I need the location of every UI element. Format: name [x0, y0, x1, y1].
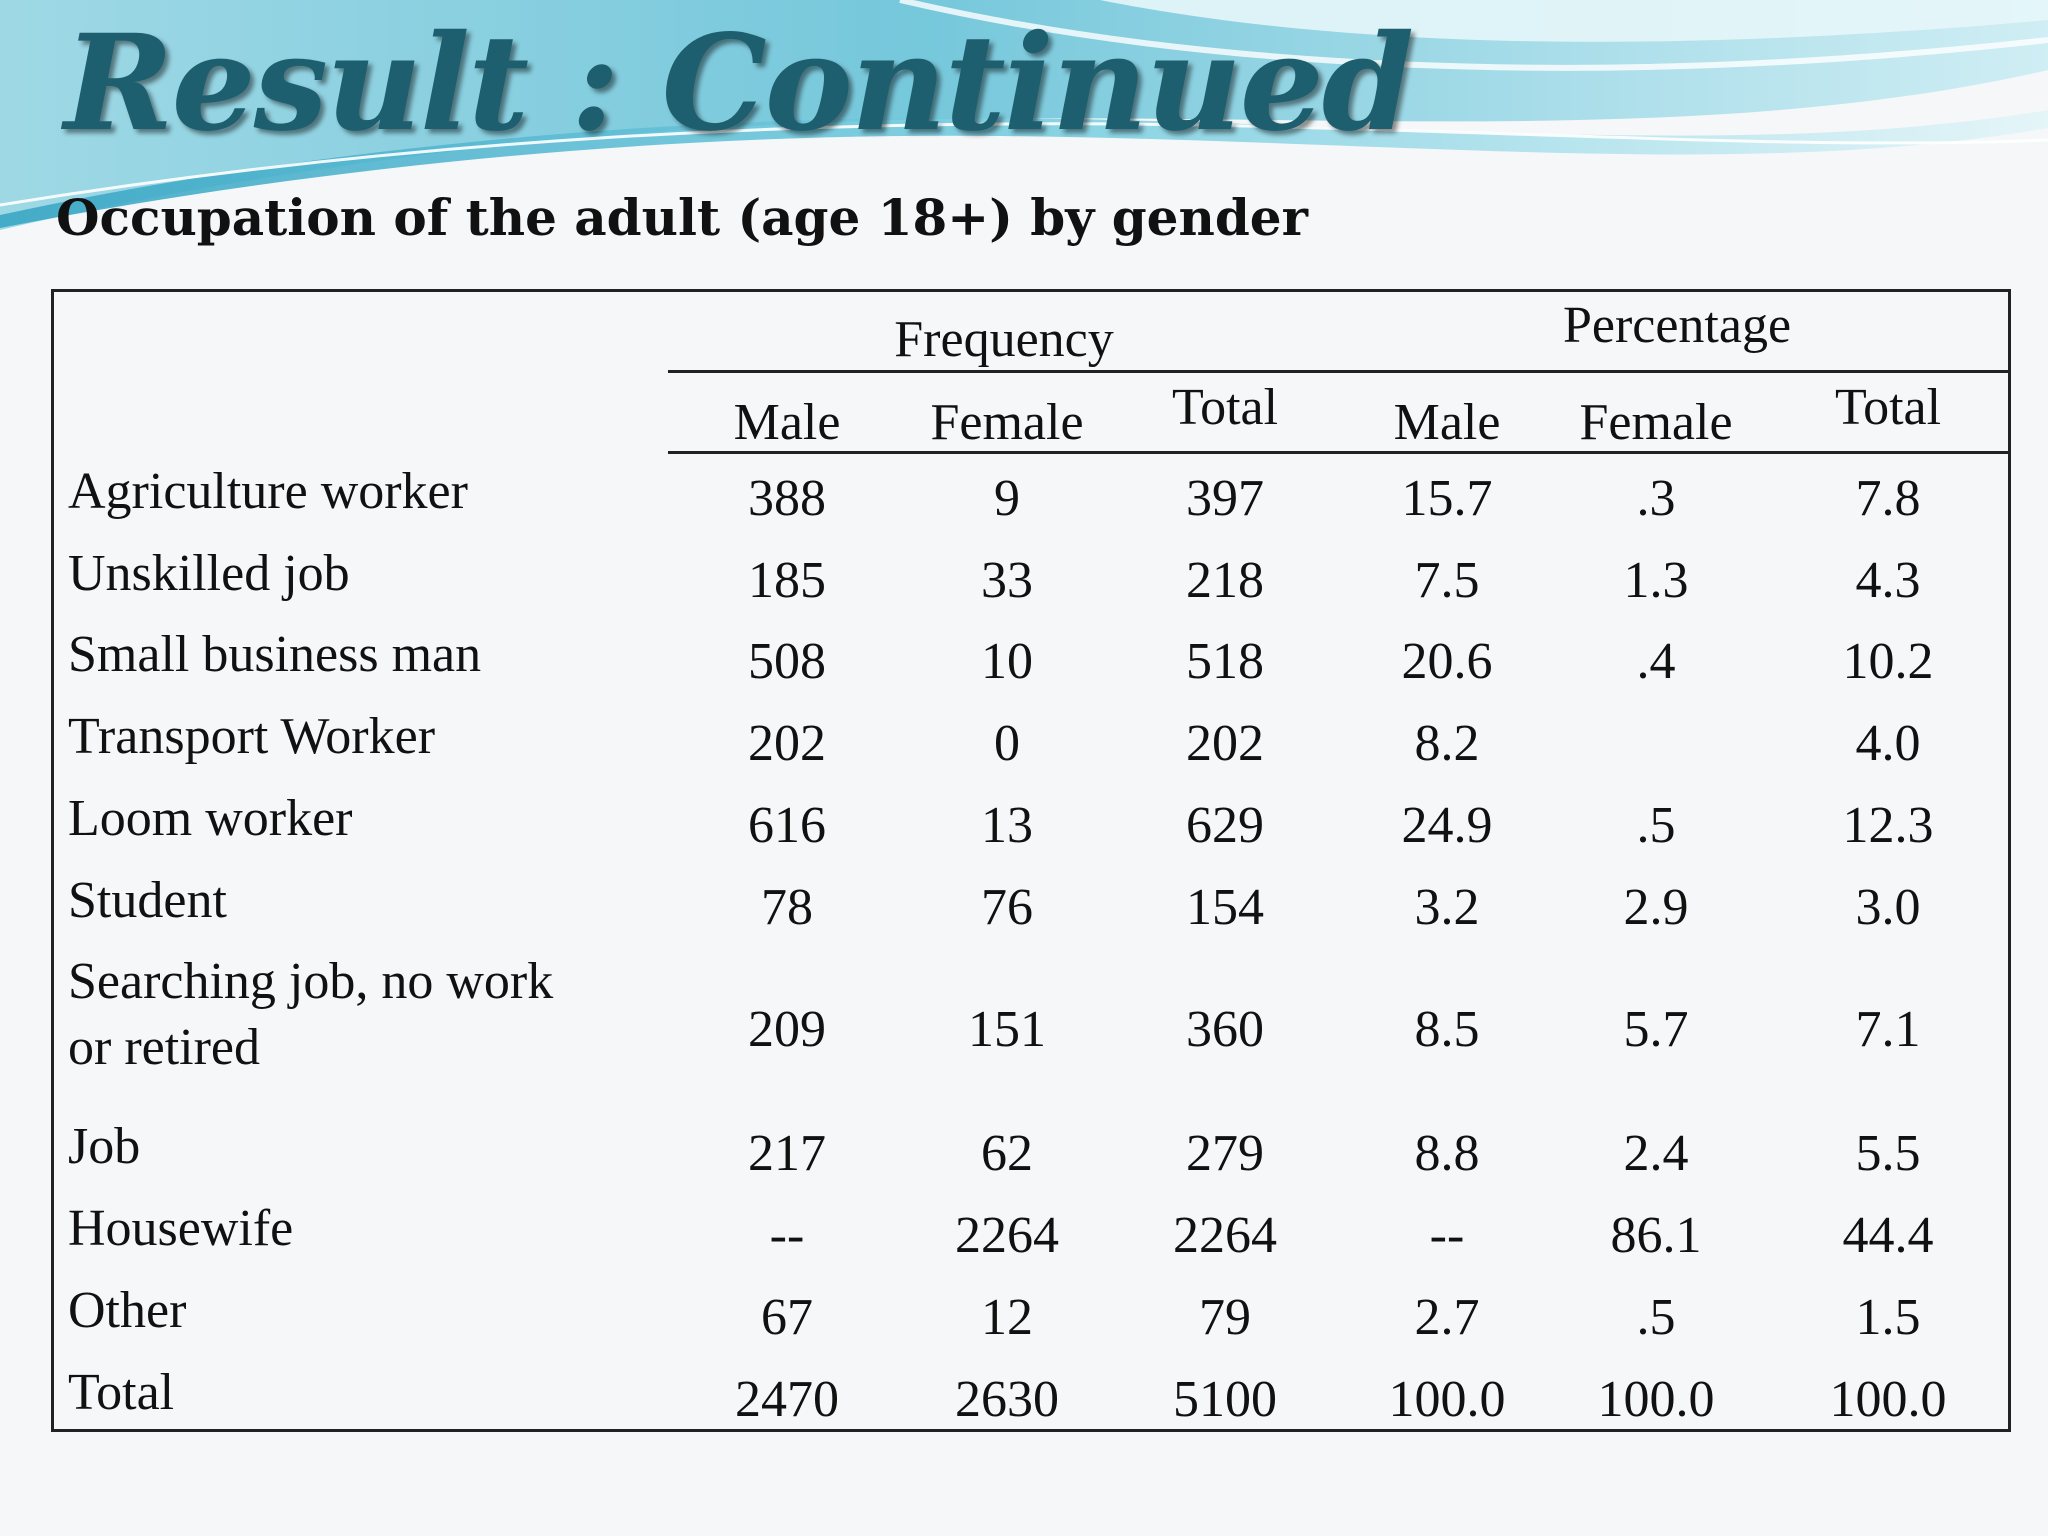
cell-freq-total: 518 [1186, 633, 1264, 690]
cell-pct-female: .5 [1636, 797, 1676, 854]
row-label: Student [68, 872, 227, 929]
cell-freq-female: 2630 [955, 1371, 1059, 1428]
cell-pct-male: 8.2 [1414, 715, 1480, 772]
row-label: Housewife [68, 1200, 294, 1257]
cell-pct-total: 12.3 [1842, 797, 1934, 854]
cell-freq-female: 76 [981, 879, 1033, 936]
row-label: Job [68, 1118, 141, 1175]
row-label: Other [68, 1282, 187, 1339]
cell-freq-total: 2264 [1173, 1207, 1277, 1264]
cell-pct-female: 2.4 [1623, 1125, 1689, 1182]
cell-freq-male: 616 [748, 797, 826, 854]
cell-pct-total: 10.2 [1842, 633, 1934, 690]
cell-freq-total: 279 [1186, 1125, 1264, 1182]
row-label: Loom worker [68, 790, 353, 847]
cell-freq-total: 79 [1199, 1289, 1251, 1346]
row-label: Transport Worker [68, 708, 436, 765]
cell-pct-total: 1.5 [1855, 1289, 1921, 1346]
frequency-group-header: Frequency [894, 311, 1114, 368]
cell-pct-total: 100.0 [1829, 1371, 1947, 1428]
column-header-pct-male: Male [1393, 394, 1501, 451]
slide-title: Result : Continued [64, 6, 1413, 161]
percentage-group-header: Percentage [1562, 297, 1792, 354]
cell-pct-female: 86.1 [1610, 1207, 1702, 1264]
cell-pct-male: 15.7 [1401, 470, 1493, 527]
cell-freq-total: 154 [1186, 879, 1264, 936]
cell-freq-male: 217 [748, 1125, 826, 1182]
cell-freq-male: -- [769, 1207, 805, 1264]
cell-freq-female: 13 [981, 797, 1033, 854]
cell-freq-total: 629 [1186, 797, 1264, 854]
cell-pct-male: 8.5 [1414, 1001, 1480, 1058]
cell-freq-female: 33 [981, 552, 1033, 609]
row-label: Total [68, 1364, 175, 1421]
cell-freq-total: 397 [1186, 470, 1264, 527]
cell-pct-total: 44.4 [1842, 1207, 1934, 1264]
table-caption: Occupation of the adult (age 18+) by gender [56, 188, 1308, 247]
cell-freq-total: 5100 [1173, 1371, 1277, 1428]
cell-freq-female: 12 [981, 1289, 1033, 1346]
row-label: Searching job, no work [68, 953, 554, 1010]
cell-freq-male: 209 [748, 1001, 826, 1058]
cell-pct-male: 24.9 [1401, 797, 1493, 854]
cell-freq-male: 78 [761, 879, 813, 936]
row-label: Small business man [68, 626, 482, 683]
cell-pct-male: -- [1429, 1207, 1465, 1264]
cell-pct-male: 8.8 [1414, 1125, 1480, 1182]
cell-pct-female: .4 [1636, 633, 1676, 690]
cell-pct-female: .3 [1636, 470, 1676, 527]
cell-pct-male: 100.0 [1388, 1371, 1506, 1428]
cell-freq-male: 388 [748, 470, 826, 527]
cell-freq-female: 62 [981, 1125, 1033, 1182]
cell-freq-total: 202 [1186, 715, 1264, 772]
cell-freq-female: 0 [994, 715, 1020, 772]
cell-pct-male: 2.7 [1414, 1289, 1480, 1346]
row-label: Agriculture worker [68, 463, 468, 520]
cell-freq-female: 151 [968, 1001, 1046, 1058]
cell-freq-total: 360 [1186, 1001, 1264, 1058]
frequency-percentage-header-rule [668, 370, 2008, 373]
cell-freq-total: 218 [1186, 552, 1264, 609]
cell-freq-male: 508 [748, 633, 826, 690]
cell-pct-female: 2.9 [1623, 879, 1689, 936]
cell-freq-male: 202 [748, 715, 826, 772]
column-header-freq-female: Female [930, 394, 1084, 451]
column-header-rule [668, 451, 2008, 454]
cell-pct-total: 5.5 [1855, 1125, 1921, 1182]
cell-pct-male: 20.6 [1401, 633, 1493, 690]
cell-pct-total: 4.0 [1855, 715, 1921, 772]
cell-pct-total: 4.3 [1855, 552, 1921, 609]
cell-pct-female: 100.0 [1597, 1371, 1715, 1428]
column-header-pct-total: Total [1834, 379, 1942, 436]
row-label: or retired [68, 1019, 261, 1076]
cell-pct-male: 7.5 [1414, 552, 1480, 609]
cell-pct-total: 7.1 [1855, 1001, 1921, 1058]
cell-freq-male: 67 [761, 1289, 813, 1346]
column-header-freq-male: Male [733, 394, 841, 451]
row-label: Unskilled job [68, 545, 350, 602]
cell-freq-female: 9 [994, 470, 1020, 527]
cell-pct-total: 3.0 [1855, 879, 1921, 936]
cell-freq-male: 2470 [735, 1371, 839, 1428]
cell-freq-female: 2264 [955, 1207, 1059, 1264]
column-header-pct-female: Female [1579, 394, 1733, 451]
cell-pct-male: 3.2 [1414, 879, 1480, 936]
cell-pct-female: 5.7 [1623, 1001, 1689, 1058]
cell-pct-total: 7.8 [1855, 470, 1921, 527]
cell-freq-male: 185 [748, 552, 826, 609]
cell-pct-female: 1.3 [1623, 552, 1689, 609]
cell-freq-female: 10 [981, 633, 1033, 690]
column-header-freq-total: Total [1171, 379, 1279, 436]
cell-pct-female: .5 [1636, 1289, 1676, 1346]
